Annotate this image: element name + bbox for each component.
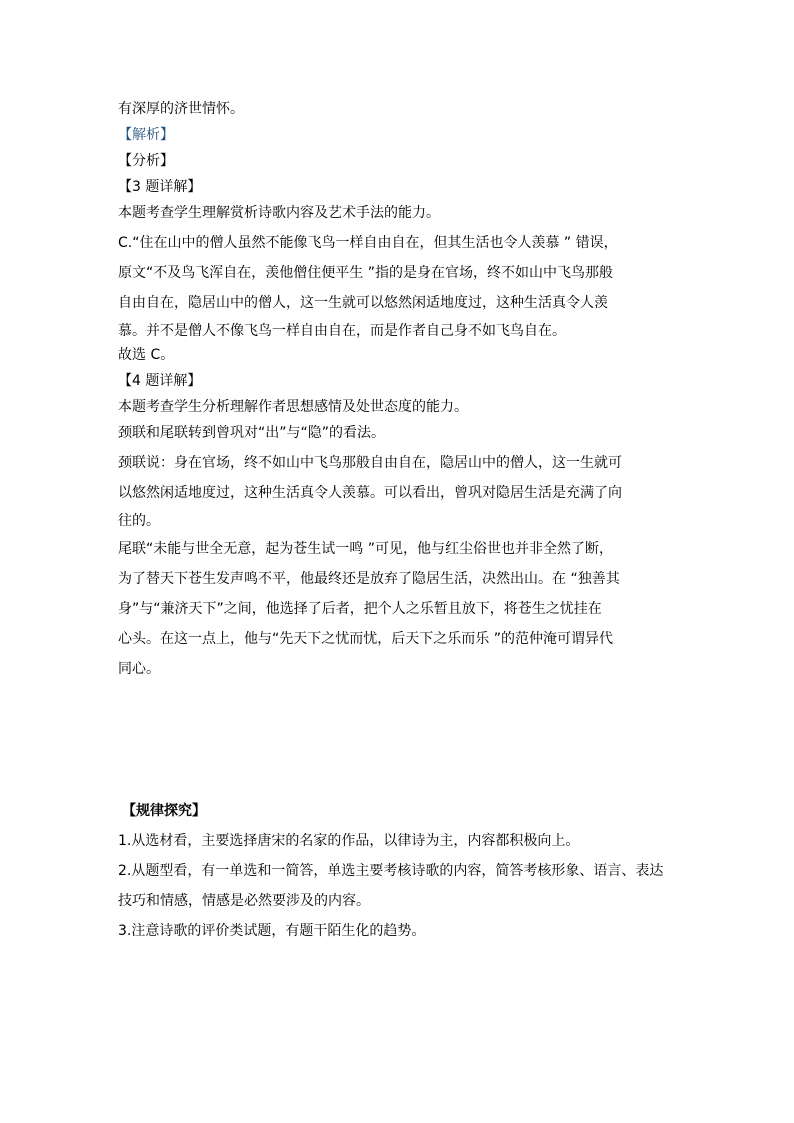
text-line: 自由自在，隐居山中的僧人，这一生就可以悠然闲适地度过，这种生活真令人羡	[118, 295, 608, 311]
text-line: 以悠然闲适地度过，这种生活真令人羡慕。可以看出，曾巩对隐居生活是充满了向	[118, 485, 622, 501]
section-label-q4: 【4 题详解】	[118, 373, 202, 389]
text-line: 故选 C。	[118, 347, 175, 363]
point-item: 1.从选材看，主要选择唐宋的名家的作品，以律诗为主，内容都积极向上。	[118, 833, 580, 849]
text-line: 本题考查学生分析理解作者思想感情及处世态度的能力。	[118, 399, 468, 415]
text-line: 同心。	[118, 661, 160, 677]
text-line: 颈联说：身在官场，终不如山中飞鸟那般自由自在，隐居山中的僧人，这一生就可	[118, 455, 622, 471]
text-line: 原文“不及鸟飞浑自在，羡他僧住便平生 ”指的是身在官场，终不如山中飞鸟那般	[118, 265, 613, 281]
text-line: 心头。在这一点上，他与“先天下之忧而忧，后天下之乐而乐 ”的范仲淹可谓异代	[118, 631, 613, 647]
text-line: 为了替天下苍生发声鸣不平，他最终还是放弃了隐居生活，决然出山。在 “独善其	[118, 571, 620, 587]
text-line: 慕。并不是僧人不像飞鸟一样自由自在，而是作者自己身不如飞鸟自在。	[118, 323, 566, 339]
section-label-q3: 【3 题详解】	[118, 179, 202, 195]
text-line: 颈联和尾联转到曾巩对“出”与“隐”的看法。	[118, 425, 386, 441]
section-title: 【规律探究】	[122, 803, 206, 819]
section-label-analysis: 【解析】	[118, 127, 174, 143]
text-line: 往的。	[118, 513, 160, 529]
text-line: 本题考查学生理解赏析诗歌内容及艺术手法的能力。	[118, 205, 440, 221]
section-label-fenxi: 【分析】	[118, 153, 174, 169]
text-line: C.“住在山中的僧人虽然不能像飞鸟一样自由自在，但其生活也令人羡慕 ” 错误，	[118, 235, 618, 251]
point-item: 2.从题型看，有一单选和一简答，单选主要考核诗歌的内容，简答考核形象、语言、表达	[118, 863, 664, 879]
point-item: 技巧和情感，情感是必然要涉及的内容。	[118, 893, 370, 909]
text-line: 尾联“未能与世全无意，起为苍生试一鸣 ”可见，他与红尘俗世也并非全然了断，	[118, 541, 613, 557]
document-body	[118, 98, 678, 946]
text-line: 有深厚的济世情怀。	[118, 101, 244, 117]
text-line: 身”与“兼济天下”之间，他选择了后者，把个人之乐暂且放下，将苍生之忧挂在	[118, 601, 602, 617]
point-item: 3.注意诗歌的评价类试题，有题干陌生化的趋势。	[118, 923, 426, 939]
